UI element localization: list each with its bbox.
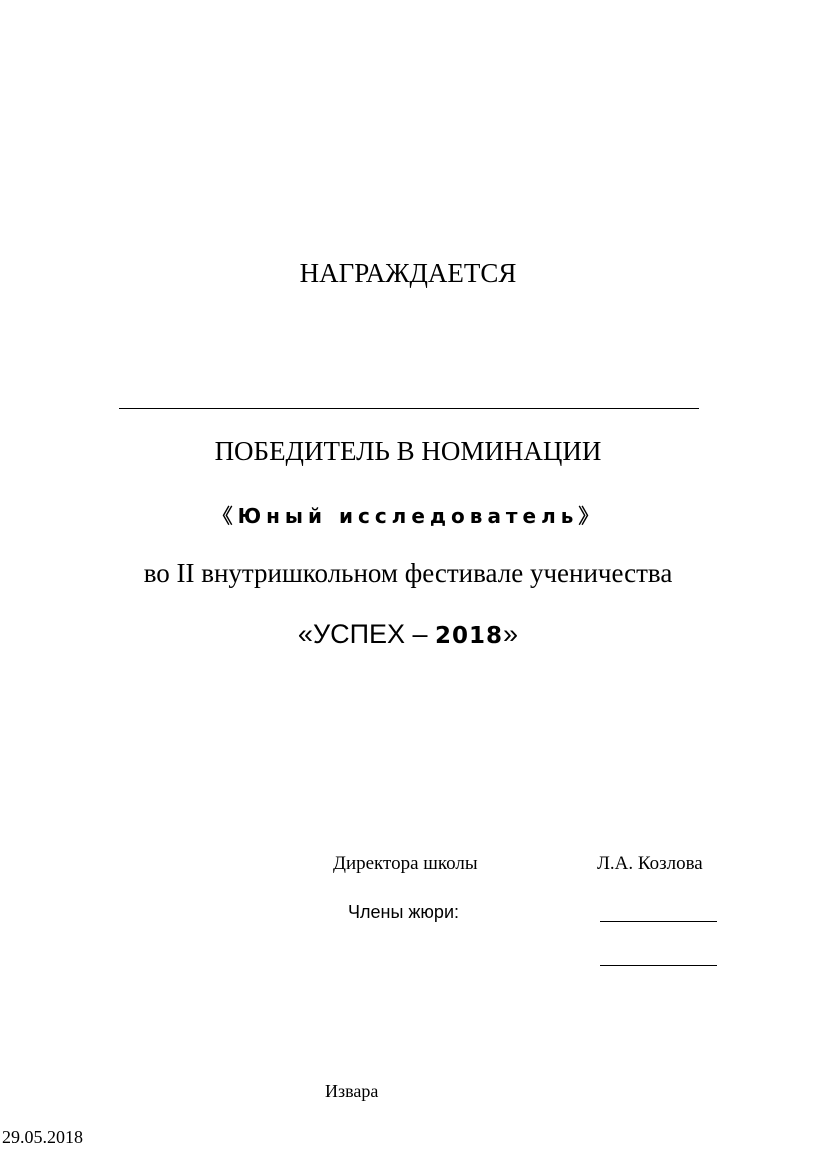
recipient-name-line <box>119 408 699 409</box>
event-name-suffix: » <box>503 619 519 649</box>
director-name: Л.А. Козлова <box>597 853 703 874</box>
place-name: Извара <box>325 1081 379 1101</box>
certificate-title: НАГРАЖДАЕТСЯ <box>299 258 517 288</box>
director-label: Директора школы <box>333 853 478 874</box>
nomination-heading: ПОБЕДИТЕЛЬ В НОМИНАЦИИ <box>214 436 602 466</box>
nomination-category: 《Юный исследователь》 <box>212 504 604 528</box>
event-year: 2018 <box>435 623 504 649</box>
jury-label: Члены жюри: <box>348 902 459 922</box>
festival-description: во II внутришкольном фестивале ученичества <box>143 558 673 588</box>
jury-signature-line <box>600 921 717 922</box>
event-name <box>0 619 816 650</box>
jury-signature-line <box>600 965 717 966</box>
event-name-prefix: «УСПЕХ – <box>297 619 436 649</box>
issue-date: 29.05.2018 <box>2 1127 83 1147</box>
